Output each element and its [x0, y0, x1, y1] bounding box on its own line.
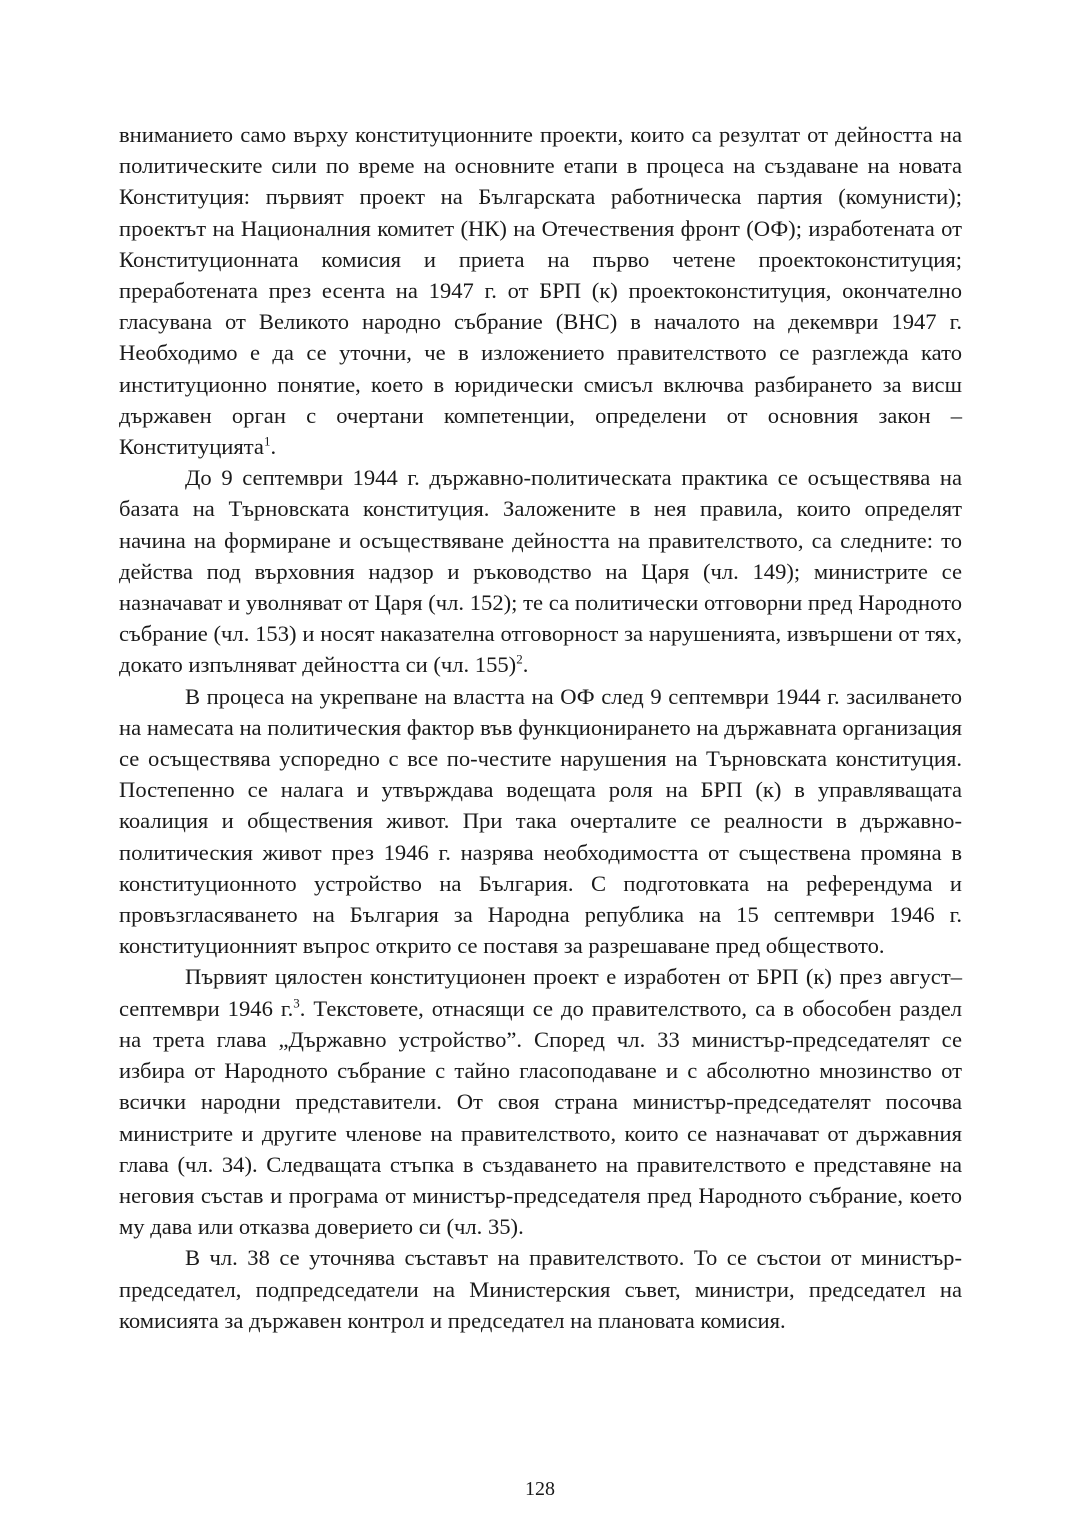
paragraph-2-tail: .: [522, 652, 529, 678]
paragraph-3: [119, 681, 962, 962]
paragraph-4-tail: . Текстовете, отнасящи се до правителството, са в обособен раздел на трета глава „Държавно устройство”. Според чл. 33 министър-председателят се избира от Народното събрание с тайно гласоподаване и с абсолютно мнозинство от всички народни представители. От своя страна министър-председателят посочва министрите и другите членове на правителството, които се назначават от държавния глава (чл. 34). Следващата стъпка в създаването на правителството е представяне на неговия състав и програма от министър-председателя пред Народното събрание, което му дава или отказва доверието си (чл. 35).: [119, 995, 962, 1240]
page-number: 128: [525, 1478, 555, 1500]
paragraph-1-text: вниманието само върху конституционните проекти, които са резултат от дейността на политическите сили по време на основните етапи в процеса на създаване на новата Конституция: първият проект на Българската работническа партия (комунисти); проектът на Националния комитет (НК) на Отечествения фронт (ОФ); изработената от Конституционната комисия и приета на първо четене проектоконституция; преработената през есента на 1947 г. от БРП (к) проектоконституция, окончателно гласувана от Великото народно събрание (ВНС) в началото на декември 1947 г. Необходимо е да се уточни, че в изложението правителството се разглежда като институционно понятие, което в юридически смисъл включва разбирането за висш държавен орган с очертани компетенции, определени от основния закон – Конституцията: [119, 122, 962, 460]
paragraph-4: [119, 961, 962, 1242]
footnote-ref-3: 3: [293, 995, 300, 1011]
paragraph-2-text: До 9 септември 1944 г. държавно-политическата практика се осъществява на базата на Търновската конституция. Заложените в нея правила, които определят начина на формиране и осъществяване дейността на правителството, са следните: то действа под върховния надзор и ръководство на Царя (чл. 149); министрите се назначават и уволняват от Царя (чл. 152); те са политически отговорни пред Народното събрание (чл. 153) и носят наказателна отговорност за нарушенията, извършени от тях, докато изпълняват дейността си (чл. 155): [119, 465, 962, 678]
paragraph-2: [119, 462, 962, 680]
paragraph-3-text: В процеса на укрепване на властта на ОФ след 9 септември 1944 г. засилването на намесата на политическия фактор във функционирането на държавната организация се осъществява успоредно с все по-честите нарушения на Търновската конституция. Постепенно се налага и утвърждава водещата роля на БРП (к) в управляващата коалиция и обществения живот. При така очерталите се реалности в държавно-политическия живот през 1946 г. назрява необходимостта от съществена промяна в конституционното устройство на България. С подготовката на референдума и провъзгласяването на България за Народна република на 15 септември 1946 г. конституционният въпрос открито се поставя за разрешаване пред обществото.: [119, 683, 962, 959]
paragraph-1: [119, 119, 962, 462]
paragraph-5-text: В чл. 38 се уточнява съставът на правителството. То се състои от министър-председател, подпредседатели на Министерския съвет, министри, председател на комисията за държавен контрол и председател на плановата комисия.: [119, 1245, 962, 1333]
paragraph-1-tail: .: [270, 434, 277, 460]
paragraph-4-text: Първият цялостен конституционен проект е изработен от БРП (к) през август–септември 1946 г.: [119, 964, 962, 1021]
footnote-ref-2: 2: [516, 651, 523, 667]
paragraph-5: [119, 1242, 962, 1336]
footnote-ref-1: 1: [263, 433, 271, 449]
body-text: [119, 119, 962, 1336]
